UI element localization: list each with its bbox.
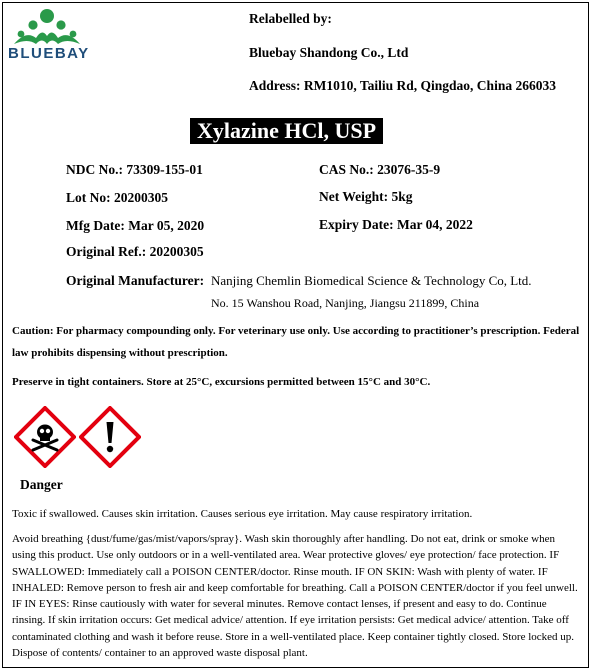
relabeller-address: Address: RM1010, Tailiu Rd, Qingdao, China 266033 (249, 78, 556, 93)
logo-text: BLUEBAY (8, 45, 90, 62)
cas-number: CAS No.: 23076-35-9 (319, 162, 441, 177)
product-title: Xylazine HCl, USP (190, 118, 383, 144)
ndc-number: NDC No.: 73309-155-01 (66, 162, 203, 177)
exclamation-mark-icon (79, 406, 141, 468)
expiry-date: Expiry Date: Mar 04, 2022 (319, 217, 473, 232)
original-ref: Original Ref.: 20200305 (66, 244, 204, 259)
skull-crossbones-icon (14, 406, 76, 468)
signal-word: Danger (20, 477, 63, 492)
manufacturer-name: Nanjing Chemlin Biomedical Science & Technology Co, Ltd. (211, 273, 532, 288)
manufacturer-label: Original Manufacturer: (66, 273, 205, 288)
storage-statement: Preserve in tight containers. Store at 25°C, excursions permitted between 15°C and 30°C. (12, 376, 431, 388)
manufacturer-address: No. 15 Wanshou Road, Nanjing, Jiangsu 211899, China (211, 296, 480, 310)
caution-statement: Caution: For pharmacy compounding only. For veterinary use only. Use according to practitioner’s prescription. Federal law prohibits dispensing without prescription. (12, 325, 580, 359)
net-weight: Net Weight: 5kg (319, 189, 413, 204)
precautionary-statements: Avoid breathing {dust/fume/gas/mist/vapors/spray}. Wash skin thoroughly after handling. Do not eat, drink or smoke when using this product. Use only outdoors or in a well-ventilated area. Wear protective gloves/ eye protection/ face protection. IF SWALLOWED: Immediately call a POISON CENTER/doctor. Rinse mouth. IF ON SKIN: Wash with plenty of water. IF INHALED: Remove person to fresh air and keep comfortable for breathing. Call a POISON CENTER/doctor if you feel unwell. IF IN EYES: Rinse cautiously with water for several minutes. Remove contact lenses, if present and easy to do. Continue rinsing. If skin irritation occurs: Get medical advice/ attention. If eye irritation persists: Get medical advice/ attention. Take off contaminated clothing and wash it before reuse. Store in a well-ventilated place. Keep container tightly closed. Store locked up. Dispose of contents/ container to an approved waste disposal plant. (12, 533, 578, 660)
relabeller-company: Bluebay Shandong Co., Ltd (249, 45, 409, 60)
hazard-statements: Toxic if swallowed. Causes skin irritation. Causes serious eye irritation. May cause respiratory irritation. (12, 508, 473, 520)
mfg-date: Mfg Date: Mar 05, 2020 (66, 218, 205, 233)
lot-number: Lot No: 20200305 (66, 190, 168, 205)
relabelled-by-heading: Relabelled by: (249, 11, 332, 26)
